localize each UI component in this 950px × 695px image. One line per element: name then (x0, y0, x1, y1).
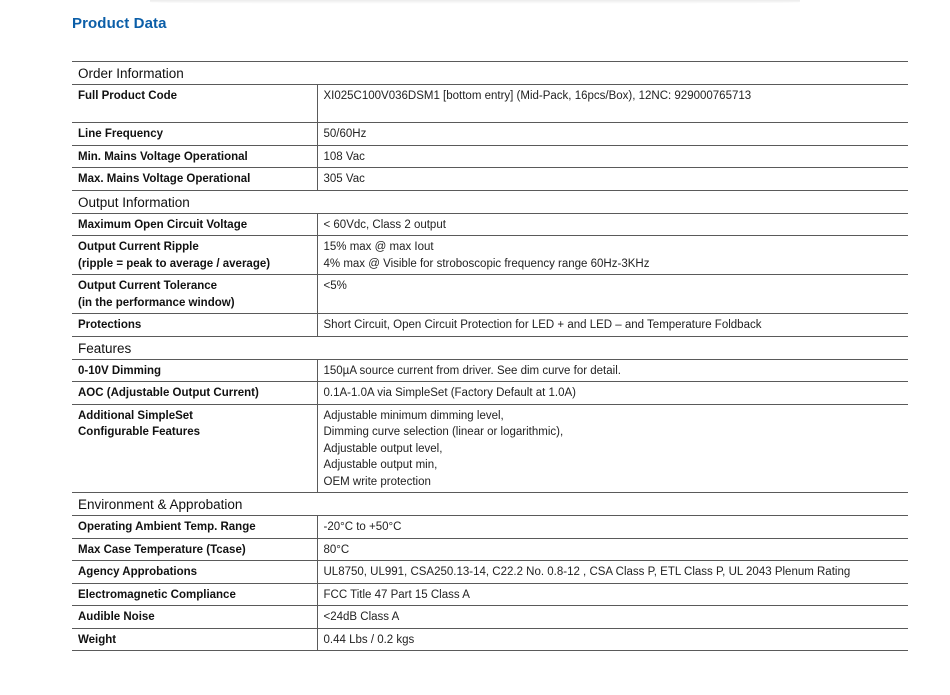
spec-label-line: Full Product Code (78, 90, 178, 102)
spec-label-line: Output Current Tolerance (78, 280, 218, 292)
section-heading: Environment & Approbation (72, 493, 908, 516)
spec-label (72, 516, 317, 539)
spec-label (72, 628, 317, 651)
spec-value-line: <24dB Class A (323, 611, 400, 623)
spec-value-line: UL8750, UL991, CSA250.13-14, C22.2 No. 0.8-12 , CSA Class P, ETL Class P, UL 2043 Plenum Rating (323, 566, 851, 578)
spec-row-protections (72, 314, 908, 337)
spec-value-line: 0.1A-1.0A via SimpleSet (Factory Default at 1.0A) (323, 387, 576, 399)
spec-label (72, 382, 317, 405)
spec-value (317, 314, 908, 337)
spec-value-line: Adjustable output min, (323, 459, 438, 471)
section-heading: Features (72, 336, 908, 359)
spec-value (317, 168, 908, 191)
spec-value (317, 359, 908, 382)
spec-value-line: 4% max @ Visible for stroboscopic frequency range 60Hz-3KHz (323, 257, 650, 270)
spec-label-line: Maximum Open Circuit Voltage (78, 218, 248, 231)
spec-label (72, 123, 317, 146)
spec-label-line: Electromagnetic Compliance (78, 588, 236, 601)
spec-label (72, 85, 317, 123)
spec-row-output-current-tolerance (72, 275, 908, 314)
spec-value-line: OEM write protection (323, 475, 431, 488)
spec-value (317, 538, 908, 561)
spec-value-line: FCC Title 47 Part 15 Class A (323, 588, 470, 601)
spec-row-agency-approbations (72, 561, 908, 584)
section-header-environment-approbation (72, 493, 908, 516)
spec-value (317, 213, 908, 236)
spec-value-line: Adjustable output level, (323, 442, 443, 455)
spec-row-max-case-temperature-tcase (72, 538, 908, 561)
spec-value (317, 583, 908, 606)
spec-label (72, 404, 317, 493)
spec-value-line: 150µA source current from driver. See dim curve for detail. (323, 364, 621, 377)
spec-label-line: (ripple = peak to average / average) (78, 257, 271, 270)
spec-value-line: Adjustable minimum dimming level, (323, 409, 504, 422)
section-header-order-information (72, 62, 908, 85)
spec-label-line: (in the performance window) (78, 296, 235, 309)
spec-label (72, 314, 317, 337)
spec-row-max-mains-voltage-operational (72, 168, 908, 191)
spec-row-output-current-ripple (72, 236, 908, 275)
spec-value (317, 516, 908, 539)
section-header-output-information (72, 190, 908, 213)
section-heading: Output Information (72, 190, 908, 213)
spec-value (317, 145, 908, 168)
spec-label (72, 561, 317, 584)
spec-row-full-product-code (72, 85, 908, 123)
spec-row-electromagnetic-compliance (72, 583, 908, 606)
spec-label (72, 145, 317, 168)
spec-value-line: XI025C100V036DSM1 [bottom entry] (Mid-Pack, 16pcs/Box), 12NC: 929000765713 (323, 90, 752, 102)
spec-label-line: Agency Approbations (78, 566, 198, 578)
section-heading: Order Information (72, 62, 908, 85)
spec-row-maximum-open-circuit-voltage (72, 213, 908, 236)
spec-value (317, 404, 908, 493)
spec-label-line: Audible Noise (78, 611, 155, 623)
spec-value-line: 0.44 Lbs / 0.2 kgs (323, 633, 415, 646)
spec-row-weight (72, 628, 908, 651)
spec-value-line: 80°C (323, 543, 350, 556)
spec-row-aoc-adjustable-output-current (72, 382, 908, 405)
spec-row-audible-noise (72, 606, 908, 629)
spec-value-line: < 60Vdc, Class 2 output (323, 218, 446, 231)
spec-value (317, 606, 908, 629)
spec-label (72, 213, 317, 236)
spec-value-line: 305 Vac (323, 173, 365, 185)
spec-label (72, 168, 317, 191)
spec-label (72, 606, 317, 629)
spec-label-line: Min. Mains Voltage Operational (78, 150, 248, 163)
spec-row-min-mains-voltage-operational (72, 145, 908, 168)
spec-label-line: Max. Mains Voltage Operational (78, 173, 251, 185)
spec-label-line: AOC (Adjustable Output Current) (78, 387, 259, 399)
spec-value-line: 15% max @ max Iout (323, 241, 434, 253)
spec-label-line: Weight (78, 633, 117, 646)
product-data-table (72, 61, 908, 651)
spec-value-line: 108 Vac (323, 150, 365, 163)
spec-label-line: Protections (78, 319, 142, 331)
spec-value-line: -20°C to +50°C (323, 521, 402, 533)
section-header-features (72, 336, 908, 359)
spec-value-line: <5% (323, 280, 347, 292)
spec-value (317, 275, 908, 314)
spec-value (317, 382, 908, 405)
spec-value (317, 85, 908, 123)
spec-label-line: Output Current Ripple (78, 241, 199, 253)
spec-value-line: Dimming curve selection (linear or logarithmic), (323, 426, 564, 438)
spec-value (317, 628, 908, 651)
spec-value-line: Short Circuit, Open Circuit Protection for LED + and LED – and Temperature Foldback (323, 319, 762, 331)
spec-label-line: Max Case Temperature (Tcase) (78, 543, 246, 556)
page-title: Product Data (72, 15, 167, 32)
spec-label (72, 359, 317, 382)
top-shadow-divider (150, 0, 800, 4)
spec-label-line: Additional SimpleSet (78, 409, 194, 422)
spec-value (317, 561, 908, 584)
spec-value (317, 123, 908, 146)
spec-row-0-10v-dimming (72, 359, 908, 382)
spec-label-line: Operating Ambient Temp. Range (78, 521, 256, 533)
spec-label-line: Line Frequency (78, 128, 163, 140)
spec-label-line: Configurable Features (78, 426, 201, 438)
spec-label (72, 275, 317, 314)
spec-label (72, 236, 317, 275)
spec-label (72, 538, 317, 561)
spec-value-line: 50/60Hz (323, 128, 367, 140)
spec-row-line-frequency (72, 123, 908, 146)
spec-label-line: 0-10V Dimming (78, 364, 162, 377)
spec-label (72, 583, 317, 606)
spec-row-additional-simpleset (72, 404, 908, 493)
spec-value (317, 236, 908, 275)
spec-row-operating-ambient-temp-range (72, 516, 908, 539)
